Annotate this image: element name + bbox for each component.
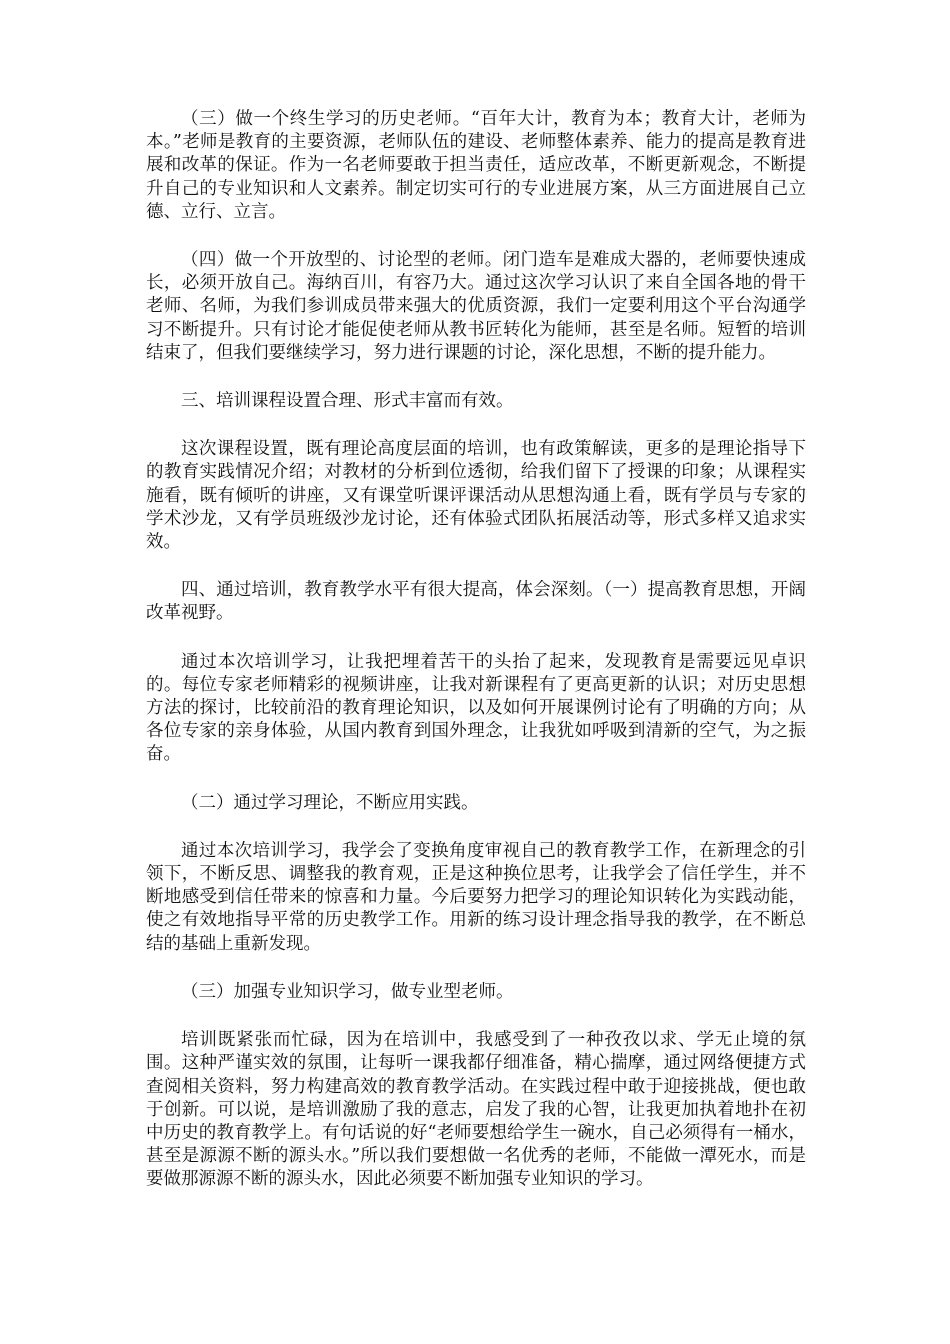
paragraph-theory-practice: 通过本次培训学习，我学会了变换角度审视自己的教育教学工作，在新理念的引领下，不断反思、调整我的教育观，正是这种换位思考，让我学会了信任学生，并不断地感受到信任带来的惊喜和力量。今后要努力把学习的理论知识转化为实践动能，使之有效地指导平常的历史教学工作。用新的练习设计理念指导我的教学，在不断总结的基础上重新发现。: [146, 840, 806, 954]
paragraph-open-teacher: （四）做一个开放型的、讨论型的老师。闭门造车是难成大器的，老师要快速成长，必须开放自己。海纳百川，有容乃大。通过这次学习认识了来自全国各地的骨干老师、名师，为我们参训成员带来强大的优质资源，我们一定要利用这个平台沟通学习不断提升。只有讨论才能促使老师从教书匠转化为能师，甚至是名师。短暂的培训结束了，但我们要继续学习，努力进行课题的讨论，深化思想，不断的提升能力。: [146, 250, 806, 363]
paragraph-lifelong-learning: （三）做一个终生学习的历史老师。“百年大计，教育为本；教育大计，老师为本。”老师是教育的主要资源，老师队伍的建设、老师整体素养、能力的提高是教育进展和改革的保证。作为一名老师要敢于担当责任，适应改革，不断更新观念，不断提升自己的专业知识和人文素养。制定切实可行的专业进展方案，从三方面进展自己立德、立行、立言。: [146, 109, 806, 222]
section-heading-improvement: 四、通过培训，教育教学水平有很大提高，体会深刻。（一）提高教育思想，开阔改革视野。: [146, 580, 806, 624]
subheading-theory-practice: （二）通过学习理论，不断应用实践。: [181, 792, 479, 813]
paragraph-education-thought: 通过本次培训学习，让我把埋着苦干的头抬了起来，发现教育是需要远见卓识的。每位专家老师精彩的视频讲座，让我对新课程有了更高更新的认识；对历史思想方法的探讨，比较前沿的教育理论知识，以及如何开展课例讨论有了明确的方向；从各位专家的亲身体验，从国内教育到国外理念，让我犹如呼吸到清新的空气，为之振奋。: [146, 651, 806, 765]
paragraph-professional-knowledge: 培训既紧张而忙碌，因为在培训中，我感受到了一种孜孜以求、学无止境的氛围。这种严谨实效的氛围，让每听一课我都仔细准备，精心揣摩，通过网络便捷方式查阅相关资料，努力构建高效的教育教学活动。在实践过程中敢于迎接挑战，便也敢于创新。可以说，是培训激励了我的意志，启发了我的心智，让我更加执着地扑在初中历史的教育教学上。有句话说的好“老师要想给学生一碗水，自己必须得有一桶水，甚至是源源不断的源头水。”所以我们要想做一名优秀的老师，不能做一潭死水，而是要做那源源不断的源头水，因此必须要不断加强专业知识的学习。: [146, 1030, 806, 1190]
section-heading-course-setup: 三、培训课程设置合理、形式丰富而有效。: [181, 391, 514, 412]
subheading-professional-knowledge: （三）加强专业知识学习，做专业型老师。: [181, 981, 514, 1002]
document-page: [146, 108, 806, 1217]
paragraph-course-setup: 这次课程设置，既有理论高度层面的培训，也有政策解读，更多的是理论指导下的教育实践情况介绍；对教材的分析到位透彻，给我们留下了授课的印象；从课程实施看，既有倾听的讲座，又有课堂听课评课活动从思想沟通上看，既有学员与专家的学术沙龙，又有学员班级沙龙讨论，还有体验式团队拓展活动等，形式多样又追求实效。: [146, 439, 806, 553]
